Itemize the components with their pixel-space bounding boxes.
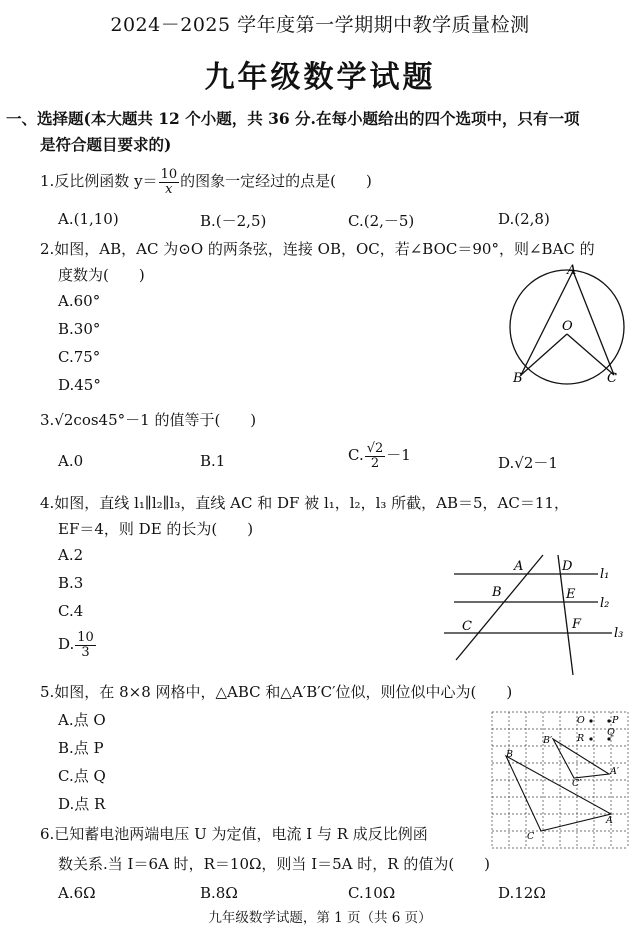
parallel-lines-figure [440,550,636,678]
point-label-c: C [462,619,472,634]
q2-option-d[interactable]: D.45° [58,376,101,394]
point-label-f: F [572,617,582,632]
line-label-l1: l₁ [600,567,610,582]
line-label-l3: l₃ [614,626,624,641]
circle-figure [500,262,635,387]
q3-option-c-fraction [365,442,386,470]
exam-title: 2024－2025 学年度第一学期期中教学质量检测 [110,14,530,36]
section-heading-line2: 是符合题目要求的) [40,135,172,154]
q1-frac-den: x [165,181,173,197]
q4-option-d-den: 3 [81,644,90,660]
q3-option-b[interactable]: B.1 [200,452,226,470]
point-label-q: Q [607,727,615,738]
q1-prefix: 1.反比例函数 y＝ [40,172,158,191]
q6-option-d[interactable]: D.12Ω [498,884,546,902]
q1-suffix: 的图象一定经过的点是( ) [180,172,372,191]
q5-option-a[interactable]: A.点 O [58,711,106,729]
line-label-l2: l₂ [600,596,610,611]
q2-option-a[interactable]: A.60° [58,292,101,310]
question-4-line2: EF＝4，则 DE 的长为( ) [58,520,254,538]
q1-option-d[interactable]: D.(2,8) [498,210,550,228]
point-label-o: O [577,715,585,726]
q6-option-b[interactable]: B.8Ω [200,884,238,902]
q3-option-c[interactable] [348,442,411,470]
q1-option-c[interactable]: C.(2,－5) [348,212,415,230]
q4-option-d-fraction [75,631,96,659]
question-6-line2: 数关系.当 I＝6A 时，R＝10Ω，则当 I＝5A 时，R 的值为( ) [58,855,491,873]
q6-option-c[interactable]: C.10Ω [348,884,396,902]
question-4-line1: 4.如图，直线 l₁∥l₂∥l₃，直线 AC 和 DF 被 l₁，l₂，l₃ 所截，AB＝5，AC＝11， [40,494,569,512]
q4-option-d[interactable] [58,631,97,659]
point-label-e: E [566,587,576,602]
question-5: 5.如图，在 8×8 网格中，△ABC 和△A′B′C′位似，则位似中心为( ) [40,683,513,701]
q2-option-c[interactable]: C.75° [58,348,101,366]
point-label-a: A [606,815,613,826]
question-6-line1: 6.已知蓄电池两端电压 U 为定值，电流 I 与 R 成反比例函 [40,825,428,843]
point-label-a: A [514,559,524,574]
q1-option-a[interactable]: A.(1,10) [58,210,119,228]
point-label-r: R [577,733,585,744]
point-label-b: B [492,585,502,600]
point-label-o: O [562,319,573,334]
question-1 [40,168,372,196]
q3-option-c-letter: C. [348,446,364,465]
q3-option-a[interactable]: A.0 [58,452,84,470]
point-label-c-prime: C′ [572,778,582,789]
page-title: 九年级数学试题 [204,60,436,95]
q3-option-c-suffix: －1 [386,446,411,465]
point-label-p: P [612,715,619,726]
q4-option-c[interactable]: C.4 [58,602,84,620]
q4-option-d-num: 10 [77,630,94,645]
q3-option-c-den: 2 [370,455,380,471]
point-label-c: C [527,831,535,842]
q5-option-d[interactable]: D.点 R [58,795,106,813]
point-label-d: D [562,559,573,574]
point-label-b: B [513,371,523,386]
point-label-a-prime: A′ [610,766,620,777]
page-footer: 九年级数学试题，第 1 页（共 6 页） [208,910,432,926]
question-2-line2: 度数为( ) [58,266,145,284]
q1-fraction [159,168,180,196]
q3-option-d[interactable]: D.√2－1 [498,454,558,472]
question-2-line1: 2.如图，AB，AC 为⊙O 的两条弦，连接 OB，OC，若∠BOC＝90°，则∠BAC 的 [40,240,595,258]
q4-option-a[interactable]: A.2 [58,546,84,564]
point-label-b: B [506,749,513,760]
question-3: 3.√2cos45°－1 的值等于( ) [40,411,257,429]
point-label-c: C [607,371,617,386]
q4-option-b[interactable]: B.3 [58,574,84,592]
point-label-a: A [567,263,577,278]
q4-option-d-letter: D. [58,635,75,654]
q3-option-c-num: √2 [366,441,384,456]
section-heading-line1: 一、选择题(本大题共 12 个小题，共 36 分.在每小题给出的四个选项中，只有一项 [6,109,580,128]
q6-option-a[interactable]: A.6Ω [58,884,96,902]
q5-option-c[interactable]: C.点 Q [58,767,106,785]
point-label-b-prime: B′ [543,735,553,746]
q1-option-b[interactable]: B.(－2,5) [200,212,267,230]
q5-option-b[interactable]: B.点 P [58,739,104,757]
grid-figure [491,711,629,849]
q1-frac-num: 10 [160,167,178,182]
q2-option-b[interactable]: B.30° [58,320,101,338]
